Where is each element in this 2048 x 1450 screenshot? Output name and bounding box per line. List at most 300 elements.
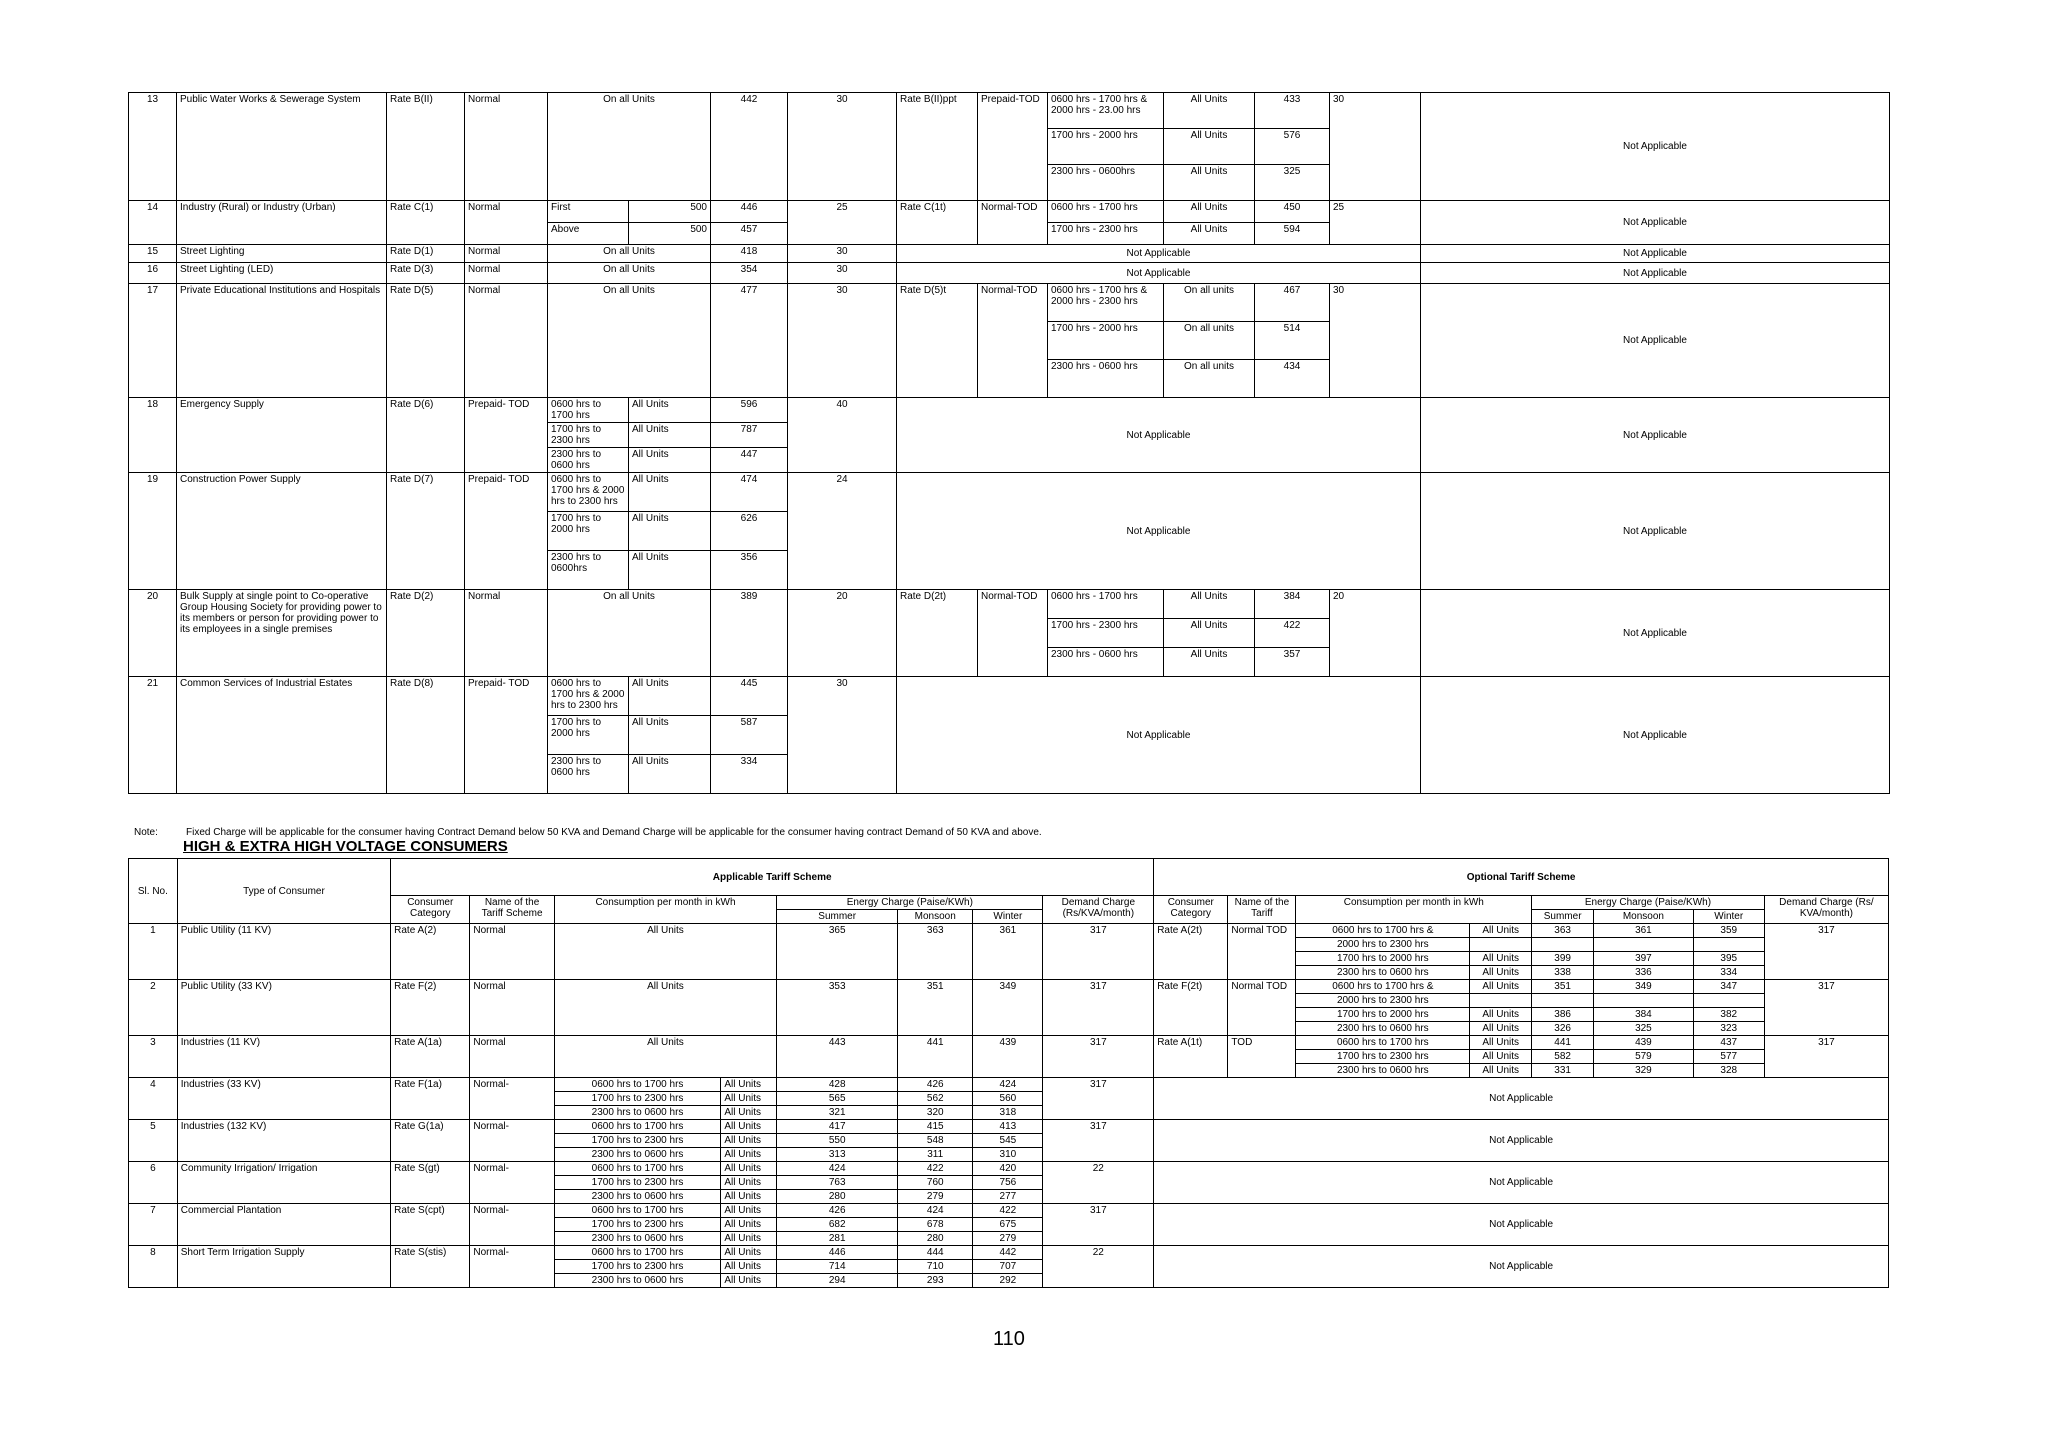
optional-units: All Units (1470, 1050, 1532, 1064)
monsoon-charge: 422 (898, 1162, 973, 1176)
slab-quantity: 500 (629, 223, 711, 245)
optional-units: All Units (1164, 223, 1255, 245)
time-slot: 2300 hrs to 0600 hrs (554, 1232, 721, 1246)
optional-summer-charge: 582 (1532, 1050, 1594, 1064)
optional-units: All Units (1470, 1064, 1532, 1078)
optional-time-slot: 0600 hrs to 1700 hrs & (1296, 980, 1470, 994)
consumption: On all Units (548, 590, 711, 677)
optional-time-slot: 1700 hrs to 2300 hrs (1296, 1050, 1470, 1064)
time-slot: 2300 hrs to 0600 hrs (548, 755, 629, 794)
optional-scheme: Prepaid-TOD (978, 93, 1048, 201)
header-optional-consumer-category: Consumer Category (1154, 896, 1228, 924)
optional-monsoon-charge: 384 (1594, 1008, 1694, 1022)
optional-fixed-charge: 30 (1330, 93, 1421, 201)
units: All Units (721, 1148, 777, 1162)
monsoon-charge: 424 (898, 1204, 973, 1218)
sl-no: 5 (129, 1120, 178, 1162)
optional-summer-charge: 326 (1532, 1022, 1594, 1036)
lt-tariff-table (128, 92, 1890, 794)
optional-energy-charge: 357 (1255, 648, 1330, 677)
optional-units: All Units (1470, 924, 1532, 938)
units: All Units (629, 716, 711, 755)
consumer-category: Rate D(6) (387, 398, 465, 473)
units: All Units (721, 1218, 777, 1232)
optional-monsoon-charge: 336 (1594, 966, 1694, 980)
winter-charge: 439 (973, 1036, 1043, 1078)
time-slot: 1700 hrs to 2300 hrs (554, 1218, 721, 1232)
table-row (129, 980, 1889, 994)
consumption: All Units (554, 924, 777, 980)
optional-scheme: Normal-TOD (978, 201, 1048, 245)
summer-charge: 446 (777, 1246, 898, 1260)
not-applicable: Not Applicable (1421, 263, 1890, 284)
consumer-category: Rate D(1) (387, 245, 465, 263)
tariff-scheme: Prepaid- TOD (465, 677, 548, 794)
optional-winter-charge: 334 (1693, 966, 1764, 980)
winter-charge: 292 (973, 1274, 1043, 1288)
units: All Units (629, 473, 711, 512)
optional-time-slot: 2300 hrs - 0600 hrs (1048, 360, 1164, 398)
optional-summer-charge (1532, 994, 1594, 1008)
energy-charge: 418 (711, 245, 788, 263)
sl-no: 3 (129, 1036, 178, 1078)
optional-category: Rate F(2t) (1154, 980, 1228, 1036)
optional-units (1470, 938, 1532, 952)
table-row (129, 284, 1890, 322)
winter-charge: 422 (973, 1204, 1043, 1218)
consumer-category: Rate S(gt) (391, 1162, 470, 1204)
energy-charge: 442 (711, 93, 788, 201)
header-winter: Winter (973, 910, 1043, 924)
units: All Units (721, 1106, 777, 1120)
consumer-type: Street Lighting (177, 245, 387, 263)
time-slot: 0600 hrs to 1700 hrs & 2000 hrs to 2300 hrs (548, 473, 629, 512)
tariff-scheme: Normal (465, 245, 548, 263)
optional-time-slot: 0600 hrs - 1700 hrs (1048, 590, 1164, 619)
time-slot: 2300 hrs to 0600hrs (548, 551, 629, 590)
demand-charge: 317 (1043, 980, 1154, 1036)
winter-charge: 424 (973, 1078, 1043, 1092)
time-slot: 2300 hrs to 0600 hrs (554, 1106, 721, 1120)
header-applicable-tariff-scheme: Applicable Tariff Scheme (391, 859, 1154, 896)
table-row (129, 1036, 1889, 1050)
tariff-scheme: Normal (465, 201, 548, 245)
consumer-category: Rate F(2) (391, 980, 470, 1036)
energy-charge: 587 (711, 716, 788, 755)
summer-charge: 321 (777, 1106, 898, 1120)
units: All Units (629, 551, 711, 590)
summer-charge: 365 (777, 924, 898, 980)
units: All Units (721, 1134, 777, 1148)
optional-units: All Units (1164, 129, 1255, 165)
header-tariff-scheme: Name of the Tariff Scheme (470, 896, 554, 924)
optional-winter-charge (1693, 938, 1764, 952)
optional-winter-charge: 437 (1693, 1036, 1764, 1050)
tariff-scheme: Normal (470, 924, 554, 980)
table-row (129, 1246, 1889, 1260)
monsoon-charge: 279 (898, 1190, 973, 1204)
summer-charge: 294 (777, 1274, 898, 1288)
units: All Units (721, 1176, 777, 1190)
consumer-type: Commercial Plantation (177, 1204, 390, 1246)
optional-time-slot: 2300 hrs - 0600 hrs (1048, 648, 1164, 677)
slab-label: Above (548, 223, 629, 245)
sl-no: 16 (129, 263, 177, 284)
optional-category: Rate C(1t) (897, 201, 978, 245)
summer-charge: 443 (777, 1036, 898, 1078)
sl-no: 18 (129, 398, 177, 473)
demand-charge: 317 (1043, 1078, 1154, 1120)
consumption: All Units (554, 980, 777, 1036)
optional-winter-charge: 323 (1693, 1022, 1764, 1036)
optional-units: All Units (1164, 165, 1255, 201)
energy-charge: 596 (711, 398, 788, 423)
not-applicable: Not Applicable (897, 263, 1421, 284)
table-row (129, 245, 1890, 263)
winter-charge: 560 (973, 1092, 1043, 1106)
optional-monsoon-charge: 439 (1594, 1036, 1694, 1050)
optional-units: All Units (1470, 1008, 1532, 1022)
optional-units: On all units (1164, 322, 1255, 360)
fixed-charge: 25 (788, 201, 897, 245)
summer-charge: 313 (777, 1148, 898, 1162)
time-slot: 2300 hrs to 0600 hrs (554, 1190, 721, 1204)
optional-energy-charge: 384 (1255, 590, 1330, 619)
monsoon-charge: 444 (898, 1246, 973, 1260)
optional-monsoon-charge: 579 (1594, 1050, 1694, 1064)
fixed-charge: 40 (788, 398, 897, 473)
not-applicable: Not Applicable (1421, 473, 1890, 590)
optional-units (1470, 994, 1532, 1008)
energy-charge: 474 (711, 473, 788, 512)
consumer-category: Rate G(1a) (391, 1120, 470, 1162)
units: All Units (721, 1162, 777, 1176)
optional-time-slot: 0600 hrs to 1700 hrs (1296, 1036, 1470, 1050)
optional-units: All Units (1470, 1022, 1532, 1036)
summer-charge: 682 (777, 1218, 898, 1232)
header-optional-demand-charge: Demand Charge (Rs/ KVA/month) (1764, 896, 1888, 924)
optional-time-slot: 1700 hrs to 2000 hrs (1296, 1008, 1470, 1022)
optional-scheme: Normal TOD (1228, 924, 1296, 980)
optional-units: All Units (1164, 93, 1255, 129)
consumer-category: Rate D(5) (387, 284, 465, 398)
not-applicable: Not Applicable (897, 677, 1421, 794)
tariff-scheme: Normal (470, 980, 554, 1036)
summer-charge: 426 (777, 1204, 898, 1218)
tariff-scheme: Normal- (470, 1120, 554, 1162)
monsoon-charge: 351 (898, 980, 973, 1036)
consumption: All Units (554, 1036, 777, 1078)
units: All Units (721, 1274, 777, 1288)
consumer-type: Public Utility (33 KV) (177, 980, 390, 1036)
monsoon-charge: 710 (898, 1260, 973, 1274)
consumption: On all Units (548, 263, 711, 284)
optional-monsoon-charge: 325 (1594, 1022, 1694, 1036)
fixed-charge: 30 (788, 245, 897, 263)
monsoon-charge: 548 (898, 1134, 973, 1148)
optional-winter-charge: 395 (1693, 952, 1764, 966)
optional-summer-charge: 441 (1532, 1036, 1594, 1050)
header-optional-tariff-scheme: Optional Tariff Scheme (1154, 859, 1889, 896)
optional-summer-charge: 351 (1532, 980, 1594, 994)
summer-charge: 550 (777, 1134, 898, 1148)
optional-energy-charge: 325 (1255, 165, 1330, 201)
table-row (129, 201, 1890, 223)
time-slot: 0600 hrs to 1700 hrs (554, 1120, 721, 1134)
summer-charge: 280 (777, 1190, 898, 1204)
sl-no: 15 (129, 245, 177, 263)
summer-charge: 417 (777, 1120, 898, 1134)
monsoon-charge: 311 (898, 1148, 973, 1162)
time-slot: 0600 hrs to 1700 hrs (554, 1078, 721, 1092)
fixed-charge: 20 (788, 590, 897, 677)
winter-charge: 318 (973, 1106, 1043, 1120)
sl-no: 2 (129, 980, 178, 1036)
time-slot: 1700 hrs to 2300 hrs (548, 423, 629, 448)
optional-winter-charge: 347 (1693, 980, 1764, 994)
demand-charge: 22 (1043, 1162, 1154, 1204)
winter-charge: 545 (973, 1134, 1043, 1148)
sl-no: 4 (129, 1078, 178, 1120)
consumer-category: Rate A(1a) (391, 1036, 470, 1078)
table-row (129, 677, 1890, 716)
tariff-scheme: Prepaid- TOD (465, 398, 548, 473)
header-demand-charge: Demand Charge (Rs/KVA/month) (1043, 896, 1154, 924)
time-slot: 0600 hrs to 1700 hrs & 2000 hrs to 2300 hrs (548, 677, 629, 716)
optional-scheme: Normal-TOD (978, 284, 1048, 398)
optional-fixed-charge: 30 (1330, 284, 1421, 398)
consumer-type: Construction Power Supply (177, 473, 387, 590)
optional-time-slot: 1700 hrs - 2000 hrs (1048, 129, 1164, 165)
optional-time-slot: 1700 hrs - 2000 hrs (1048, 322, 1164, 360)
units: All Units (629, 512, 711, 551)
not-applicable: Not Applicable (897, 245, 1421, 263)
optional-energy-charge: 576 (1255, 129, 1330, 165)
units: All Units (721, 1078, 777, 1092)
consumer-type: Public Water Works & Sewerage System (177, 93, 387, 201)
optional-fixed-charge: 25 (1330, 201, 1421, 245)
tariff-scheme: Normal (465, 93, 548, 201)
consumer-type: Public Utility (11 KV) (177, 924, 390, 980)
energy-charge: 477 (711, 284, 788, 398)
optional-summer-charge: 338 (1532, 966, 1594, 980)
time-slot: 1700 hrs to 2300 hrs (554, 1176, 721, 1190)
winter-charge: 277 (973, 1190, 1043, 1204)
energy-charge: 354 (711, 263, 788, 284)
optional-time-slot: 2000 hrs to 2300 hrs (1296, 994, 1470, 1008)
consumer-type: Industries (11 KV) (177, 1036, 390, 1078)
winter-charge: 349 (973, 980, 1043, 1036)
header-optional-consumption: Consumption per month in kWh (1296, 896, 1532, 924)
energy-charge: 447 (711, 448, 788, 473)
optional-summer-charge: 363 (1532, 924, 1594, 938)
header-optional-monsoon: Monsoon (1594, 910, 1694, 924)
summer-charge: 424 (777, 1162, 898, 1176)
sl-no: 13 (129, 93, 177, 201)
consumer-category: Rate D(2) (387, 590, 465, 677)
optional-units: All Units (1470, 980, 1532, 994)
consumption: On all Units (548, 245, 711, 263)
tariff-scheme: Normal (470, 1036, 554, 1078)
section-title: HIGH & EXTRA HIGH VOLTAGE CONSUMERS (183, 838, 508, 855)
optional-monsoon-charge (1594, 938, 1694, 952)
monsoon-charge: 426 (898, 1078, 973, 1092)
time-slot: 1700 hrs to 2300 hrs (554, 1134, 721, 1148)
summer-charge: 714 (777, 1260, 898, 1274)
energy-charge: 446 (711, 201, 788, 223)
header-optional-tariff-name: Name of the Tariff (1228, 896, 1296, 924)
units: All Units (721, 1204, 777, 1218)
time-slot: 2300 hrs to 0600 hrs (554, 1148, 721, 1162)
optional-units: On all units (1164, 284, 1255, 322)
optional-energy-charge: 467 (1255, 284, 1330, 322)
optional-time-slot: 0600 hrs - 1700 hrs (1048, 201, 1164, 223)
table-row (129, 263, 1890, 284)
not-applicable: Not Applicable (1421, 677, 1890, 794)
consumption: On all Units (548, 284, 711, 398)
table-row (129, 473, 1890, 512)
summer-charge: 281 (777, 1232, 898, 1246)
optional-time-slot: 2300 hrs to 0600 hrs (1296, 1022, 1470, 1036)
slab-label: First (548, 201, 629, 223)
consumer-category: Rate S(cpt) (391, 1204, 470, 1246)
energy-charge: 626 (711, 512, 788, 551)
fixed-charge: 30 (788, 284, 897, 398)
time-slot: 0600 hrs to 1700 hrs (554, 1246, 721, 1260)
table-row (129, 1078, 1889, 1092)
not-applicable: Not Applicable (1154, 1120, 1889, 1162)
table-row (129, 1120, 1889, 1134)
winter-charge: 310 (973, 1148, 1043, 1162)
optional-category: Rate D(5)t (897, 284, 978, 398)
optional-units: All Units (1164, 590, 1255, 619)
header-consumption: Consumption per month in kWh (554, 896, 777, 924)
consumer-type: Industries (132 KV) (177, 1120, 390, 1162)
optional-summer-charge: 331 (1532, 1064, 1594, 1078)
units: All Units (629, 423, 711, 448)
units: All Units (721, 1246, 777, 1260)
sl-no: 19 (129, 473, 177, 590)
monsoon-charge: 441 (898, 1036, 973, 1078)
time-slot: 1700 hrs to 2000 hrs (548, 512, 629, 551)
sl-no: 21 (129, 677, 177, 794)
note-label: Note: (134, 827, 158, 838)
consumer-type: Street Lighting (LED) (177, 263, 387, 284)
optional-demand-charge: 317 (1764, 924, 1888, 980)
fixed-charge: 30 (788, 677, 897, 794)
consumer-category: Rate B(II) (387, 93, 465, 201)
optional-monsoon-charge: 361 (1594, 924, 1694, 938)
not-applicable: Not Applicable (1421, 398, 1890, 473)
optional-monsoon-charge (1594, 994, 1694, 1008)
tariff-scheme: Normal (465, 263, 548, 284)
summer-charge: 428 (777, 1078, 898, 1092)
consumer-category: Rate D(8) (387, 677, 465, 794)
monsoon-charge: 415 (898, 1120, 973, 1134)
tariff-scheme: Normal- (470, 1246, 554, 1288)
optional-time-slot: 1700 hrs - 2300 hrs (1048, 619, 1164, 648)
units: All Units (629, 677, 711, 716)
optional-time-slot: 0600 hrs - 1700 hrs & 2000 hrs - 23.00 hrs (1048, 93, 1164, 129)
slab-quantity: 500 (629, 201, 711, 223)
consumer-type: Emergency Supply (177, 398, 387, 473)
tariff-scheme: Normal- (470, 1162, 554, 1204)
demand-charge: 317 (1043, 1036, 1154, 1078)
tariff-scheme: Normal- (470, 1204, 554, 1246)
not-applicable: Not Applicable (1421, 201, 1890, 245)
not-applicable: Not Applicable (897, 473, 1421, 590)
consumer-type: Bulk Supply at single point to Co-operative Group Housing Society for providing power to its members or person for providing power to its employees in a single premises (177, 590, 387, 677)
optional-scheme: TOD (1228, 1036, 1296, 1078)
header-type-of-consumer: Type of Consumer (177, 859, 390, 924)
energy-charge: 457 (711, 223, 788, 245)
time-slot: 2300 hrs to 0600 hrs (548, 448, 629, 473)
tariff-scheme: Normal (465, 284, 548, 398)
time-slot: 0600 hrs to 1700 hrs (554, 1204, 721, 1218)
optional-time-slot: 0600 hrs - 1700 hrs & 2000 hrs - 2300 hrs (1048, 284, 1164, 322)
not-applicable: Not Applicable (1154, 1162, 1889, 1204)
optional-fixed-charge: 20 (1330, 590, 1421, 677)
units: All Units (721, 1232, 777, 1246)
consumption: On all Units (548, 93, 711, 201)
optional-time-slot: 2000 hrs to 2300 hrs (1296, 938, 1470, 952)
not-applicable: Not Applicable (1421, 245, 1890, 263)
monsoon-charge: 760 (898, 1176, 973, 1190)
optional-winter-charge: 382 (1693, 1008, 1764, 1022)
energy-charge: 445 (711, 677, 788, 716)
table-row (129, 1204, 1889, 1218)
winter-charge: 361 (973, 924, 1043, 980)
energy-charge: 334 (711, 755, 788, 794)
consumer-type: Short Term Irrigation Supply (177, 1246, 390, 1288)
units: All Units (629, 755, 711, 794)
optional-time-slot: 2300 hrs - 0600hrs (1048, 165, 1164, 201)
optional-winter-charge: 359 (1693, 924, 1764, 938)
consumer-category: Rate F(1a) (391, 1078, 470, 1120)
consumer-type: Industries (33 KV) (177, 1078, 390, 1120)
header-optional-summer: Summer (1532, 910, 1594, 924)
units: All Units (629, 398, 711, 423)
not-applicable: Not Applicable (1154, 1204, 1889, 1246)
optional-monsoon-charge: 397 (1594, 952, 1694, 966)
not-applicable: Not Applicable (1421, 93, 1890, 201)
optional-category: Rate A(2t) (1154, 924, 1228, 980)
optional-energy-charge: 450 (1255, 201, 1330, 223)
sl-no: 17 (129, 284, 177, 398)
summer-charge: 565 (777, 1092, 898, 1106)
optional-winter-charge: 328 (1693, 1064, 1764, 1078)
time-slot: 0600 hrs to 1700 hrs (548, 398, 629, 423)
optional-units: All Units (1164, 648, 1255, 677)
sl-no: 1 (129, 924, 178, 980)
time-slot: 1700 hrs to 2000 hrs (548, 716, 629, 755)
winter-charge: 442 (973, 1246, 1043, 1260)
consumer-type: Common Services of Industrial Estates (177, 677, 387, 794)
consumer-category: Rate D(7) (387, 473, 465, 590)
optional-energy-charge: 514 (1255, 322, 1330, 360)
winter-charge: 413 (973, 1120, 1043, 1134)
demand-charge: 22 (1043, 1246, 1154, 1288)
optional-units: All Units (1470, 952, 1532, 966)
optional-summer-charge: 386 (1532, 1008, 1594, 1022)
consumer-category: Rate C(1) (387, 201, 465, 245)
optional-summer-charge (1532, 938, 1594, 952)
consumer-category: Rate D(3) (387, 263, 465, 284)
header-sl-no: Sl. No. (129, 859, 178, 924)
optional-time-slot: 0600 hrs to 1700 hrs & (1296, 924, 1470, 938)
consumer-type: Private Educational Institutions and Hospitals (177, 284, 387, 398)
energy-charge: 389 (711, 590, 788, 677)
